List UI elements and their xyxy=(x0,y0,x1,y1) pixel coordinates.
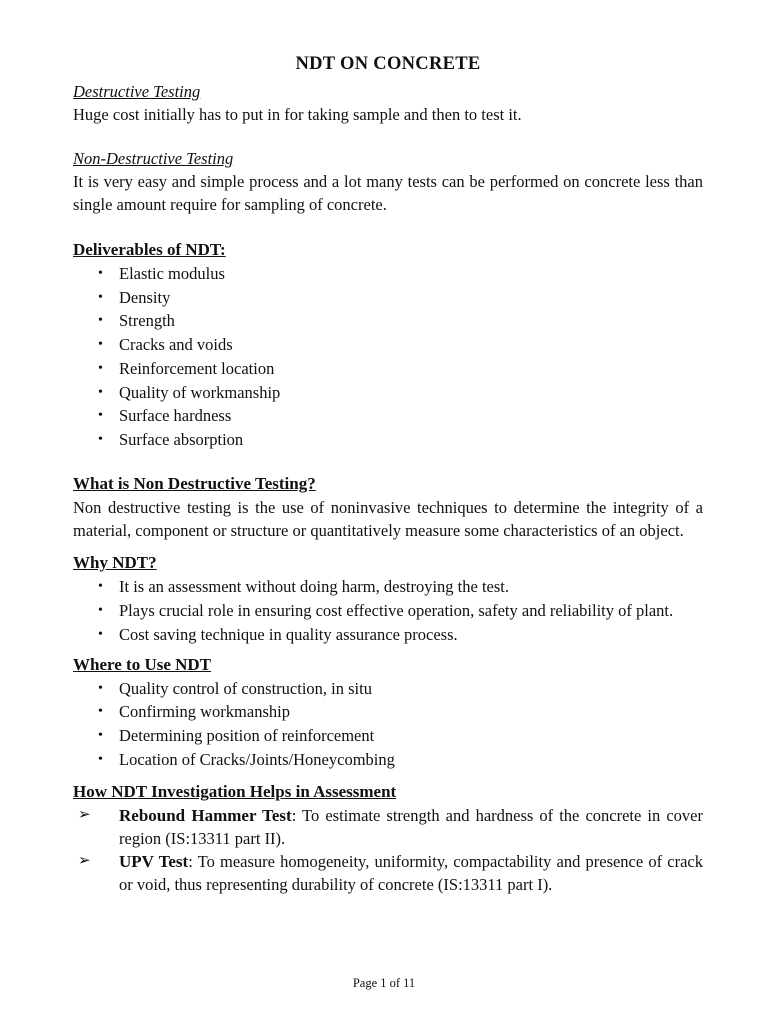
list-item: • Quality control of construction, in situ xyxy=(73,677,703,701)
page-number: Page 1 of 11 xyxy=(352,976,416,990)
list-item: • Cost saving technique in quality assurance process. xyxy=(98,624,458,644)
list-item: ➢ UPV Test: To measure homogeneity, uniformity, compactability and presence of crack or void, thus representing durability of concrete (IS:13311 part I). xyxy=(78,852,703,895)
list-item: • Density xyxy=(73,286,703,310)
how-ndt-helps-heading: How NDT Investigation Helps in Assessment xyxy=(73,782,397,802)
bullet-icon: • xyxy=(98,578,103,594)
page-title: NDT ON CONCRETE xyxy=(295,54,481,74)
non-destructive-testing-text: It is very easy and simple process and a lot many tests can be performed on concrete less than single amount require for sampling of concrete. xyxy=(73,172,703,214)
list-item: • Determining position of reinforcement xyxy=(73,724,703,748)
document-page xyxy=(73,50,703,896)
deliverables-heading: Deliverables of NDT: xyxy=(73,240,226,259)
bullet-icon: • xyxy=(98,266,103,281)
list-item: • Elastic modulus xyxy=(73,262,703,286)
where-to-use-heading: Where to Use NDT xyxy=(73,654,212,674)
how-ndt-helps-list xyxy=(73,804,703,896)
list-item: • Plays crucial role in ensuring cost effective operation, safety and reliability of plant. xyxy=(98,600,674,620)
list-item: • Quality of workmanship xyxy=(73,381,703,405)
bullet-icon: • xyxy=(98,728,103,744)
list-item: • It is an assessment without doing harm, destroying the test. xyxy=(98,576,509,596)
why-ndt-heading: Why NDT? xyxy=(73,552,157,572)
list-item: • Cracks and voids xyxy=(73,333,703,357)
bullet-icon: • xyxy=(98,626,103,642)
destructive-testing-heading: Destructive Testing xyxy=(73,82,201,101)
bullet-icon: • xyxy=(98,408,103,424)
bullet-icon: • xyxy=(98,680,103,696)
arrow-bullet-icon: ➢ xyxy=(78,853,91,870)
what-is-ndt-heading: What is Non Destructive Testing? xyxy=(73,473,316,493)
bullet-icon: • xyxy=(98,602,103,618)
bullet-icon: • xyxy=(98,289,103,305)
bullet-icon: • xyxy=(98,337,103,353)
where-to-use-list xyxy=(73,677,703,772)
arrow-bullet-icon: ➢ xyxy=(78,807,91,824)
bullet-icon: • xyxy=(98,751,103,767)
list-item: • Strength xyxy=(73,309,703,333)
list-item: ➢ Rebound Hammer Test: To estimate strength and hardness of the concrete in cover region (IS:13311 part II). xyxy=(78,806,703,849)
bullet-icon: • xyxy=(98,313,103,329)
list-item: • Surface hardness xyxy=(73,404,703,428)
non-destructive-testing-heading: Non-Destructive Testing xyxy=(73,149,234,168)
destructive-testing-text: Huge cost initially has to put in for taking sample and then to test it. xyxy=(73,105,522,124)
list-item: • Surface absorption xyxy=(73,428,703,452)
why-ndt-list xyxy=(73,575,703,646)
what-is-ndt-text: Non destructive testing is the use of noninvasive techniques to determine the integrity of a material, component or structure or quantitatively measure some characteristics of an object. xyxy=(73,497,703,540)
list-item: • Location of Cracks/Joints/Honeycombing xyxy=(73,748,703,772)
bullet-icon: • xyxy=(98,704,103,720)
list-item: • Confirming workmanship xyxy=(73,700,703,724)
test-name: Rebound Hammer Test xyxy=(119,806,292,826)
bullet-icon: • xyxy=(98,384,103,400)
bullet-icon: • xyxy=(98,431,103,447)
bullet-icon: • xyxy=(98,360,103,376)
test-name: UPV Test xyxy=(119,852,189,872)
deliverables-list xyxy=(73,262,703,452)
list-item: • Reinforcement location xyxy=(73,357,703,381)
